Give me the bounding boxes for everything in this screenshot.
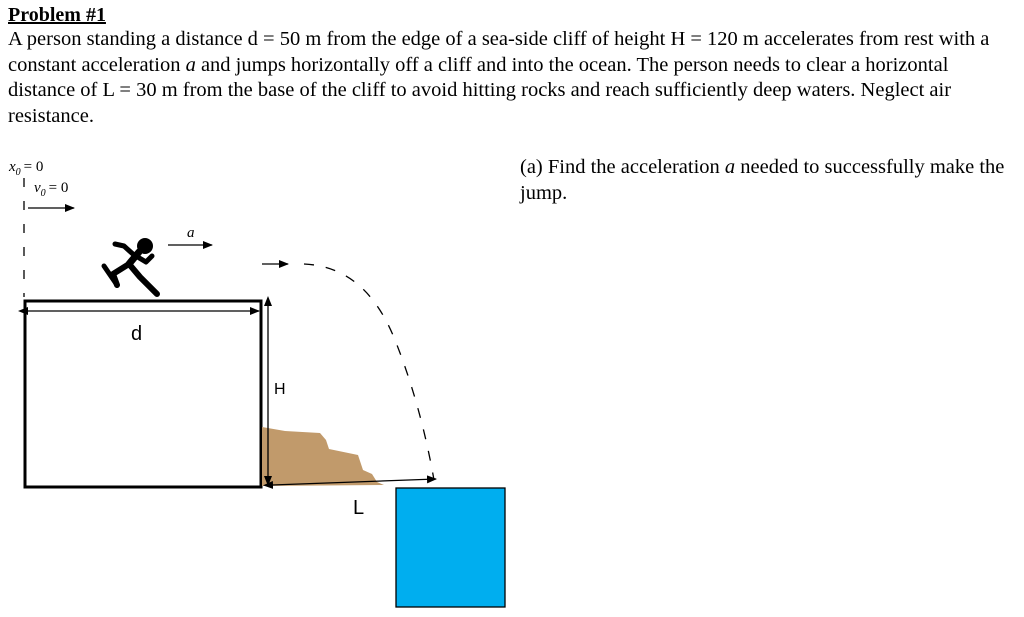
x0-label: $x_0 = 0$ [9,159,44,178]
L-label: L [353,497,365,519]
v0-label: $v_0 = 0$ [34,180,69,199]
statement-text-1: A person standing a distance d = 50 m from the edge of a sea-side cliff of height H = 120 m accelerates from rest with a constant acceleration [8,28,990,76]
problem-title: Problem #1 [8,4,106,26]
statement-text-2: and jumps horizontally off a cliff and into the ocean. The person needs to clear a horizontal distance of L = 30 m from the base of the cliff to avoid hitting rocks and reach sufficiently deep waters. Neglect air resistance. [8,53,952,127]
rocks [262,427,384,486]
H-label: H [274,381,286,398]
acceleration-label: a [187,225,195,241]
question-accel-symbol: a [724,156,736,178]
statement-accel-symbol: a [185,53,196,76]
d-label: d [131,323,143,345]
cliff-block [25,301,261,487]
question-text-1: (a) Find the acceleration [520,156,725,178]
running-person-icon [104,238,157,294]
question-text-2: needed to successfully make the jump. [520,156,1005,204]
water-target [396,488,505,607]
